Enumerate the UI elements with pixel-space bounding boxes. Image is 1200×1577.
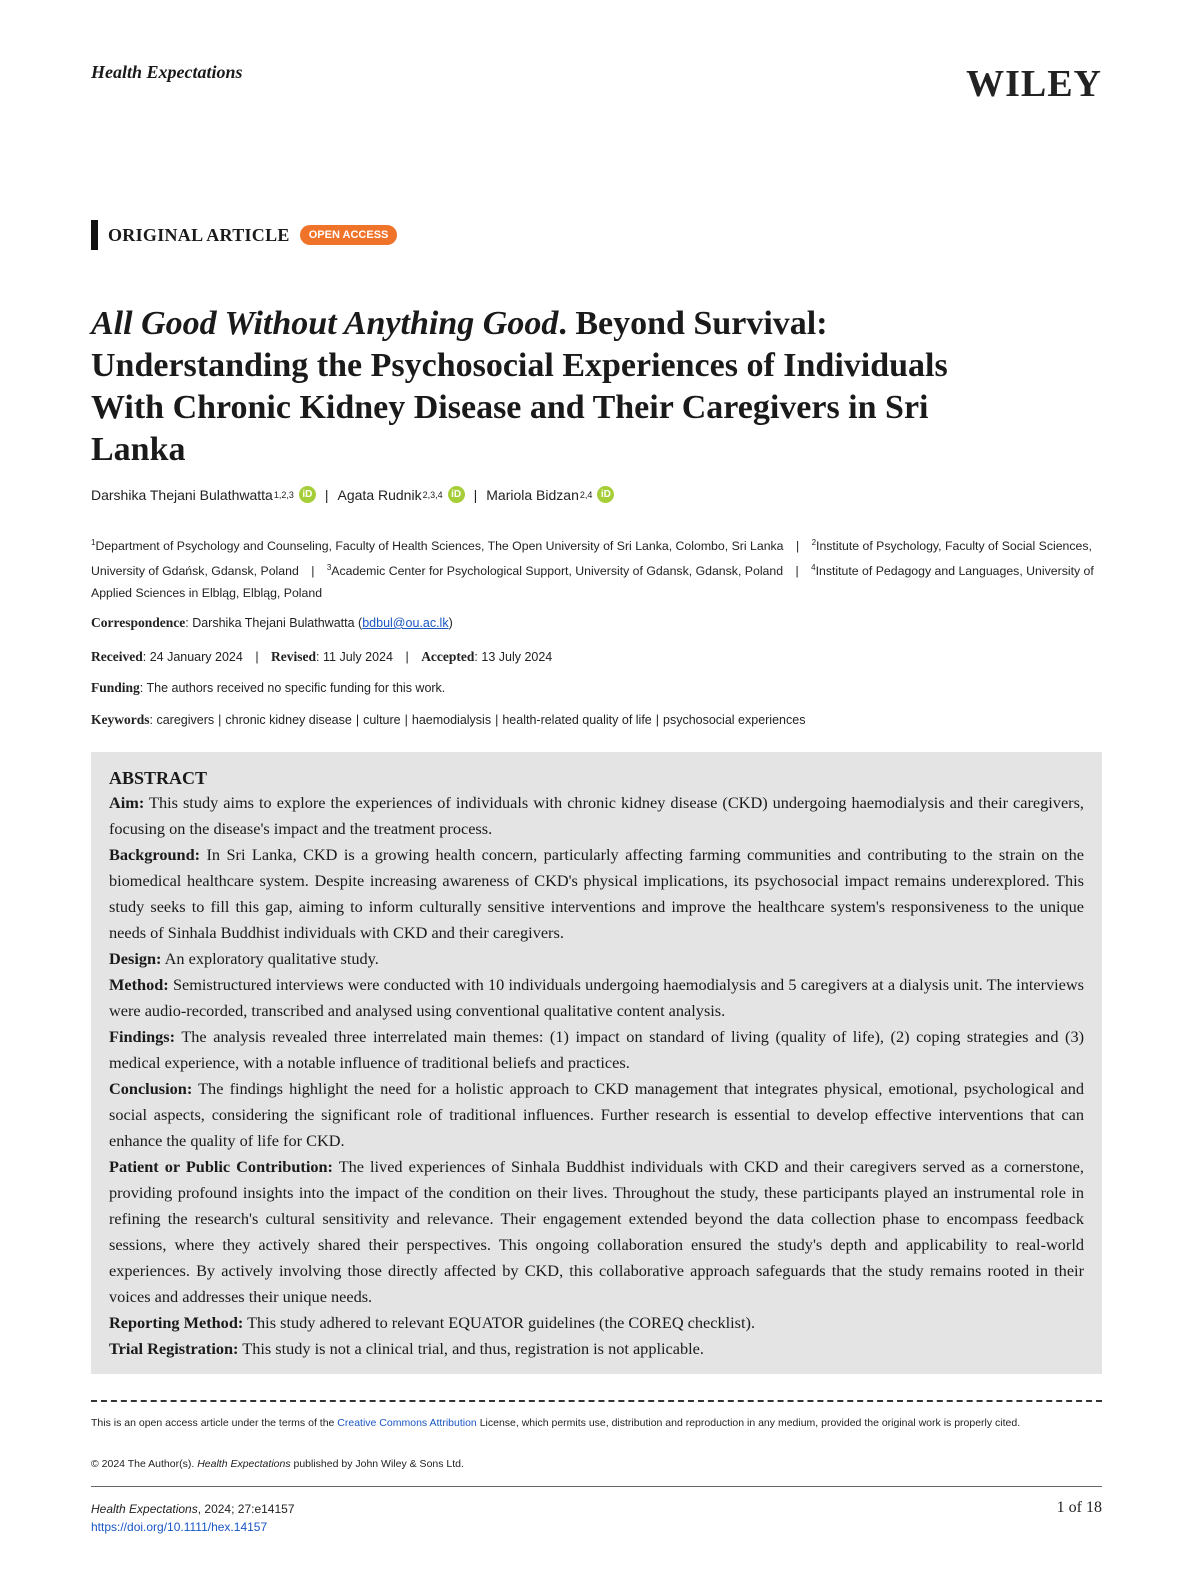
section-text: This study is not a clinical trial, and thus, registration is not applicable. — [242, 1339, 704, 1358]
license-notice — [91, 1413, 1103, 1433]
funding-text: The authors received no specific funding for this work. — [146, 681, 446, 695]
orcid-icon[interactable]: iD — [299, 486, 316, 503]
open-access-badge: OPEN ACCESS — [300, 225, 398, 245]
orcid-icon[interactable]: iD — [597, 486, 614, 503]
abstract-section-design — [109, 946, 1084, 972]
title-main-part: . Beyond Survival: Understanding the Psychosocial Experiences of Individuals With Chronic Kidney Disease and Their Caregivers in Sri Lanka — [91, 305, 948, 468]
affiliation-number: 1 — [91, 538, 96, 547]
copyright-notice — [91, 1458, 464, 1470]
section-text: The analysis revealed three interrelated main themes: (1) impact on standard of living (quality of life), (2) coping strategies and (3) medical experience, with a notable influence of traditional beliefs and practices. — [109, 1027, 1085, 1072]
received-label: Received — [91, 649, 143, 664]
funding: Funding: The authors received no specific funding for this work. — [91, 680, 446, 695]
abstract-section-conclusion — [109, 1076, 1084, 1154]
section-label: Findings: — [109, 1027, 176, 1046]
copyright-pre: © 2024 The Author(s). — [91, 1458, 198, 1470]
footer-divider — [91, 1486, 1102, 1487]
author-name[interactable]: Darshika Thejani Bulathwatta — [91, 486, 273, 503]
author-name[interactable]: Mariola Bidzan — [486, 486, 579, 503]
dashed-divider — [91, 1400, 1102, 1402]
section-label: Method: — [109, 975, 169, 994]
author-affiliation-marker: 2,3,4 — [422, 489, 443, 500]
title-italic-part: All Good Without Anything Good — [91, 305, 559, 342]
author-affiliation-marker: 1,2,3 — [273, 489, 294, 500]
article-type-row — [91, 220, 397, 250]
funding-label: Funding — [91, 680, 140, 695]
section-label: Aim: — [109, 793, 145, 812]
keyword-separator: | — [655, 713, 659, 727]
received-date: 24 January 2024 — [149, 650, 243, 664]
section-label: Patient or Public Contribution: — [109, 1157, 333, 1176]
creative-commons-link[interactable]: Creative Commons Attribution — [337, 1417, 477, 1429]
abstract-section-method — [109, 972, 1084, 1024]
article-type-bar — [91, 220, 98, 250]
section-label: Background: — [109, 845, 201, 864]
footer-journal: Health Expectations — [91, 1502, 198, 1516]
keyword: caregivers — [156, 713, 215, 727]
abstract-section-reporting-method — [109, 1310, 1084, 1336]
copyright-post: published by John Wiley & Sons Ltd. — [290, 1458, 464, 1470]
dates-separator: | — [405, 650, 409, 664]
correspondence-name: Darshika Thejani Bulathwatta — [192, 616, 355, 630]
affiliation-text: Institute of Pedagogy and Languages, University of Applied Sciences in Elbląg, Elbląg, Poland — [91, 564, 1094, 601]
correspondence: Correspondence: Darshika Thejani Bulathwatta (bdbul@ou.ac.lk) — [91, 615, 453, 630]
keyword: chronic kidney disease — [225, 713, 352, 727]
affiliation-number: 2 — [811, 538, 817, 547]
footer-citation-details: , 2024; 27:e14157 — [197, 1502, 295, 1516]
keyword-separator: | — [355, 713, 360, 727]
section-text: An exploratory qualitative study. — [164, 949, 379, 968]
abstract-section-findings — [109, 1024, 1084, 1076]
affiliations — [91, 532, 1103, 604]
affiliation-separator: | — [311, 564, 315, 579]
abstract-box — [91, 752, 1102, 1374]
section-text: Semistructured interviews were conducted with 10 individuals undergoing haemodialysis and 5 caregivers at a dialysis unit. The interviews were audio-recorded, transcribed and analysed using conventional qualitative content analysis. — [109, 975, 1084, 1020]
doi-link[interactable]: https://doi.org/10.1111/hex.14157 — [91, 1520, 268, 1534]
article-title — [91, 303, 991, 471]
section-text: This study aims to explore the experiences of individuals with chronic kidney disease (CKD) undergoing haemodialysis and their caregivers, focusing on the disease's impact and the treatment process. — [109, 793, 1085, 838]
section-label: Conclusion: — [109, 1079, 193, 1098]
author-separator: | — [473, 486, 478, 503]
affiliation-text: Institute of Psychology, Faculty of Social Sciences, University of Gdańsk, Gdansk, Poland — [91, 539, 1092, 579]
accepted-label: Accepted — [421, 649, 475, 664]
section-text: In Sri Lanka, CKD is a growing health concern, particularly affecting farming communities and contributing to the strain on the biomedical healthcare system. Despite increasing awareness of CKD's physical implications, its psychosocial impact remains underexplored. This study seeks to fill this gap, aiming to inform culturally sensitive interventions and improve the healthcare system's responsiveness to the unique needs of Sinhala Buddhist individuals with CKD and their caregivers. — [109, 845, 1085, 942]
affiliation-separator: | — [795, 564, 799, 579]
abstract-section-aim — [109, 790, 1084, 842]
accepted-date: 13 July 2024 — [481, 650, 553, 664]
page-number: 1 of 18 — [1056, 1499, 1102, 1516]
dates-separator: | — [255, 650, 259, 664]
article-type: ORIGINAL ARTICLE — [108, 224, 290, 245]
correspondence-email-link[interactable]: bdbul@ou.ac.lk — [362, 616, 449, 630]
keywords-label: Keywords — [91, 712, 150, 727]
section-label: Design: — [109, 949, 162, 968]
license-text-pre: This is an open access article under the terms of the — [91, 1417, 338, 1429]
keyword: culture — [363, 713, 401, 727]
author-name[interactable]: Agata Rudnik — [337, 486, 422, 503]
abstract-section-patient-contribution — [109, 1154, 1084, 1310]
copyright-journal: Health Expectations — [197, 1458, 291, 1470]
affiliation-number: 3 — [326, 563, 332, 573]
correspondence-label: Correspondence — [91, 615, 186, 630]
section-text: The findings highlight the need for a holistic approach to CKD management that integrates physical, emotional, psychological and social aspects, considering the significant role of traditional influences. Further research is essential to develop effective interventions that can enhance the quality of life for CKD. — [109, 1079, 1084, 1150]
section-label: Trial Registration: — [109, 1339, 239, 1358]
orcid-icon[interactable]: iD — [448, 486, 465, 503]
author-list — [91, 486, 614, 503]
revised-date: 11 July 2024 — [323, 650, 393, 664]
revised-label: Revised — [271, 649, 317, 664]
article-dates: Received: 24 January 2024 | Revised: 11 July 2024 | Accepted: 13 July 2024 — [91, 649, 553, 664]
wiley-logo: WILEY — [966, 63, 1102, 105]
author-separator: | — [324, 486, 329, 503]
license-text-post: License, which permits use, distribution and reproduction in any medium, provided the original work is properly cited. — [476, 1417, 1021, 1429]
keyword: psychosocial experiences — [663, 713, 806, 727]
author-affiliation-marker: 2,4 — [579, 489, 593, 500]
footer-citation — [91, 1500, 295, 1536]
affiliation-text: Department of Psychology and Counseling, Faculty of Health Sciences, The Open University of Sri Lanka, Colombo, Sri Lanka — [95, 539, 784, 554]
section-text: This study adhered to relevant EQUATOR guidelines (the COREQ checklist). — [247, 1313, 756, 1332]
keyword: haemodialysis — [411, 713, 492, 727]
section-label: Reporting Method: — [109, 1313, 244, 1332]
keyword-separator: | — [495, 713, 499, 727]
abstract-heading: ABSTRACT — [109, 768, 208, 788]
keyword-separator: | — [218, 713, 222, 727]
affiliation-separator: | — [795, 539, 800, 554]
keyword: health-related quality of life — [502, 713, 652, 727]
keywords: Keywords: caregivers | chronic kidney disease | culture | haemodialysis | health-related quality of life | psychosocial experiences — [91, 712, 806, 727]
section-text: The lived experiences of Sinhala Buddhist individuals with CKD and their caregivers served as a cornerstone, providing profound insights into the impact of the condition on their lives. Throughout the study, these participants played an instrumental role in refining the research's cultural sensitivity and relevance. Their engagement extended beyond the data collection phase to encompass feedback sessions, where they actively shared their perspectives. This ongoing collaboration ensured the study's depth and applicability to real-world experiences. By actively involving those directly affected by CKD, this collaborative approach safeguards that the study remains rooted in their voices and addresses their unique needs. — [109, 1157, 1084, 1306]
keyword-separator: | — [404, 713, 408, 727]
abstract-section-trial-registration — [109, 1336, 1084, 1362]
affiliation-text: Academic Center for Psychological Support, University of Gdansk, Gdansk, Poland — [331, 564, 784, 579]
abstract-section-background — [109, 842, 1084, 946]
affiliation-number: 4 — [811, 563, 816, 573]
journal-name: Health Expectations — [91, 62, 243, 82]
